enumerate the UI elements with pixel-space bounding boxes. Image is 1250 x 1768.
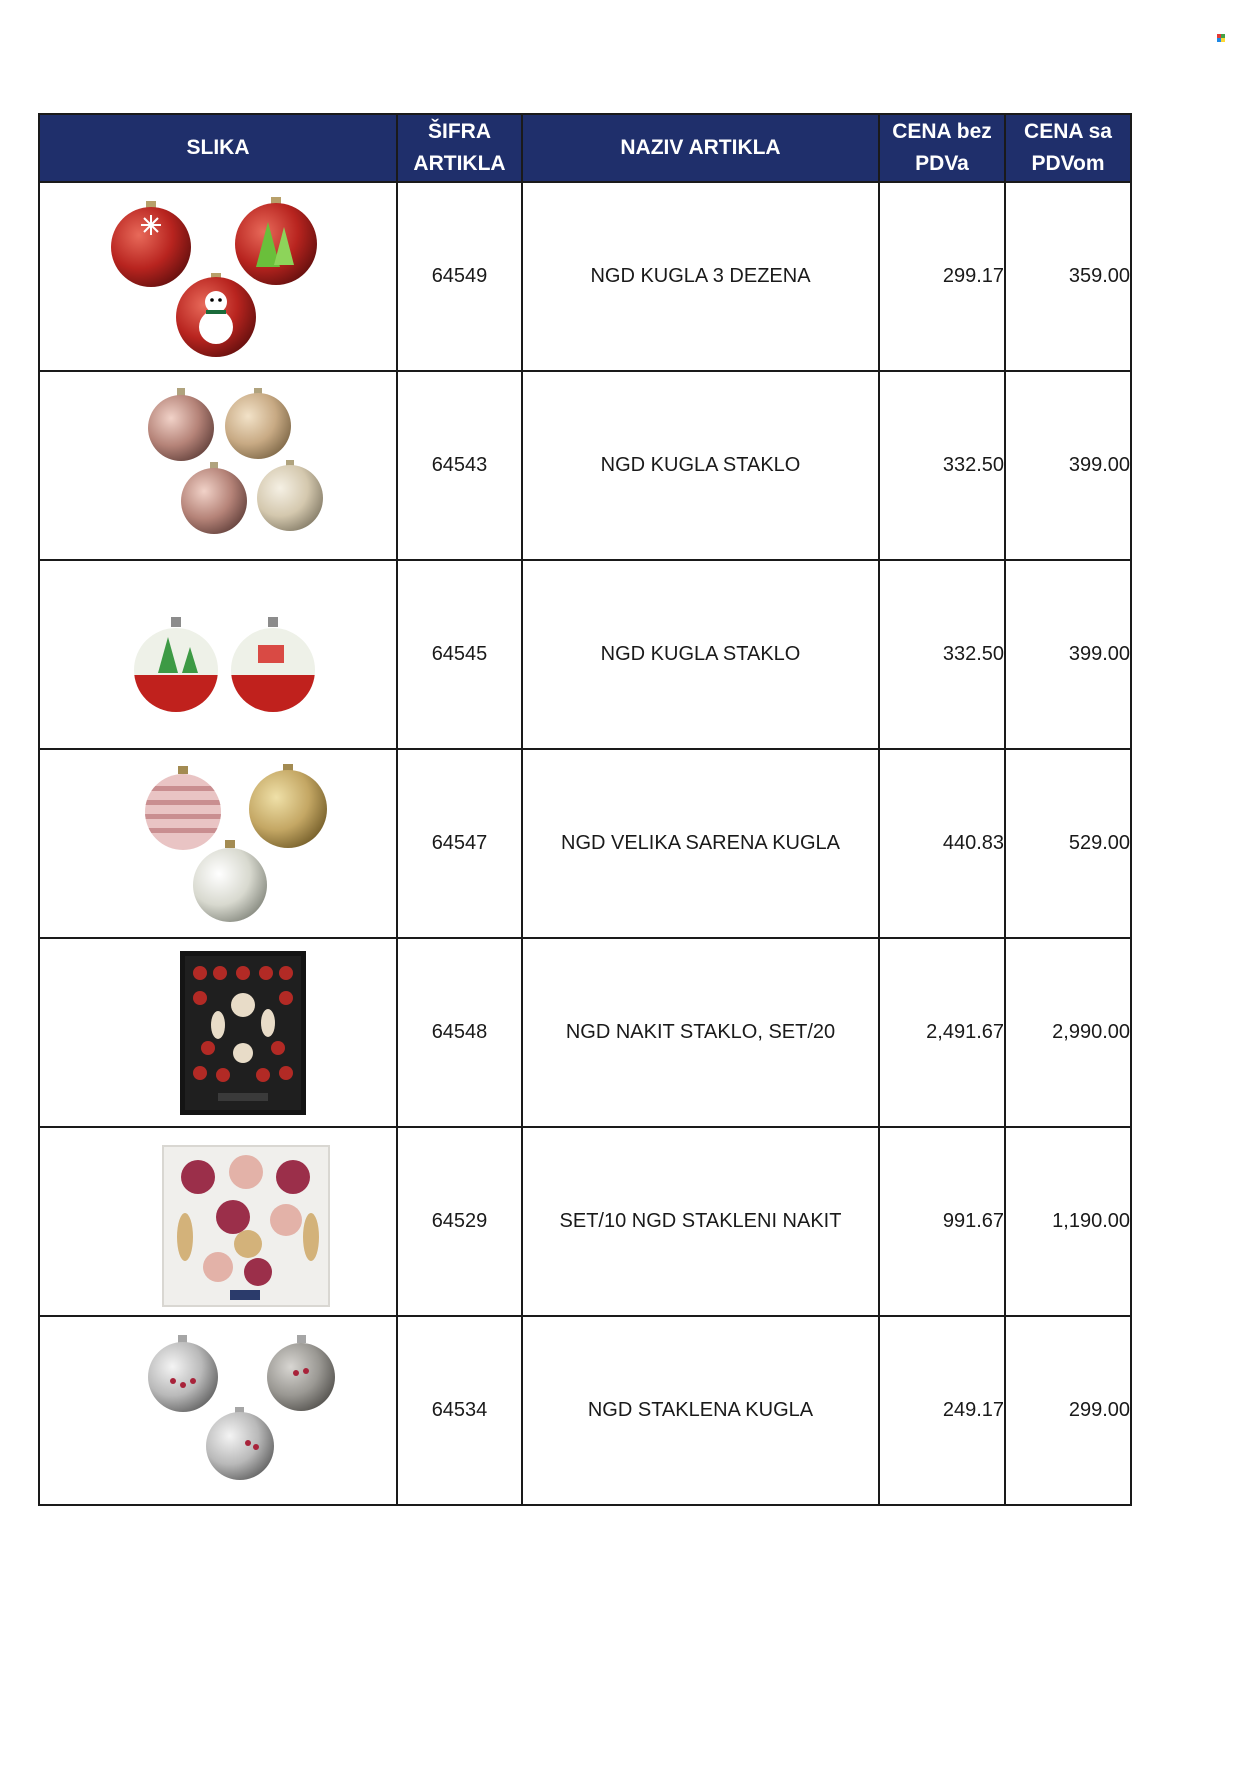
- boxed-ornament-set-10-image: [68, 1132, 368, 1312]
- product-name: NGD STAKLENA KUGLA: [522, 1316, 879, 1505]
- price-net: 332.50: [879, 560, 1005, 749]
- product-image-cell: [39, 1316, 397, 1505]
- product-code: 64529: [397, 1127, 522, 1316]
- product-name: NGD KUGLA 3 DEZENA: [522, 182, 879, 371]
- header-price-gross: CENA sa PDVom: [1005, 114, 1131, 182]
- product-code: 64534: [397, 1316, 522, 1505]
- striped-gold-large-ornaments-image: [68, 754, 368, 934]
- product-code: 64549: [397, 182, 522, 371]
- product-name: NGD NAKIT STAKLO, SET/20: [522, 938, 879, 1127]
- product-image-cell: [39, 1127, 397, 1316]
- product-name: SET/10 NGD STAKLENI NAKIT: [522, 1127, 879, 1316]
- header-code: ŠIFRA ARTIKLA: [397, 114, 522, 182]
- product-code: 64548: [397, 938, 522, 1127]
- product-image-cell: [39, 371, 397, 560]
- product-image-cell: [39, 938, 397, 1127]
- price-net: 440.83: [879, 749, 1005, 938]
- price-gross: 359.00: [1005, 182, 1131, 371]
- product-image-cell: [39, 560, 397, 749]
- price-gross: 399.00: [1005, 560, 1131, 749]
- price-gross: 2,990.00: [1005, 938, 1131, 1127]
- red-ornaments-three-designs-image: [68, 187, 368, 367]
- product-code: 64547: [397, 749, 522, 938]
- table-row: [39, 749, 1131, 938]
- table-row: [39, 560, 1131, 749]
- price-net: 991.67: [879, 1127, 1005, 1316]
- table-row: [39, 371, 1131, 560]
- table-header-row: [39, 114, 1131, 182]
- product-name: NGD KUGLA STAKLO: [522, 560, 879, 749]
- product-code: 64545: [397, 560, 522, 749]
- corner-logo-mark: [1217, 34, 1227, 44]
- table-row: [39, 182, 1131, 371]
- price-net: 332.50: [879, 371, 1005, 560]
- table-row: [39, 938, 1131, 1127]
- pink-gold-glass-ornaments-image: [68, 376, 368, 556]
- red-white-glass-ornaments-image: [68, 565, 368, 745]
- boxed-ornament-set-20-image: [68, 943, 368, 1123]
- price-gross: 529.00: [1005, 749, 1131, 938]
- table-row: [39, 1316, 1131, 1505]
- price-gross: 399.00: [1005, 371, 1131, 560]
- product-code: 64543: [397, 371, 522, 560]
- header-image: SLIKA: [39, 114, 397, 182]
- price-table: [38, 113, 1132, 1506]
- price-gross: 1,190.00: [1005, 1127, 1131, 1316]
- product-name: NGD VELIKA SARENA KUGLA: [522, 749, 879, 938]
- price-gross: 299.00: [1005, 1316, 1131, 1505]
- price-net: 2,491.67: [879, 938, 1005, 1127]
- price-net: 249.17: [879, 1316, 1005, 1505]
- header-name: NAZIV ARTIKLA: [522, 114, 879, 182]
- product-image-cell: [39, 182, 397, 371]
- price-net: 299.17: [879, 182, 1005, 371]
- silver-glass-ornaments-image: [68, 1321, 368, 1501]
- product-image-cell: [39, 749, 397, 938]
- table-row: [39, 1127, 1131, 1316]
- product-name: NGD KUGLA STAKLO: [522, 371, 879, 560]
- header-price-net: CENA bez PDVa: [879, 114, 1005, 182]
